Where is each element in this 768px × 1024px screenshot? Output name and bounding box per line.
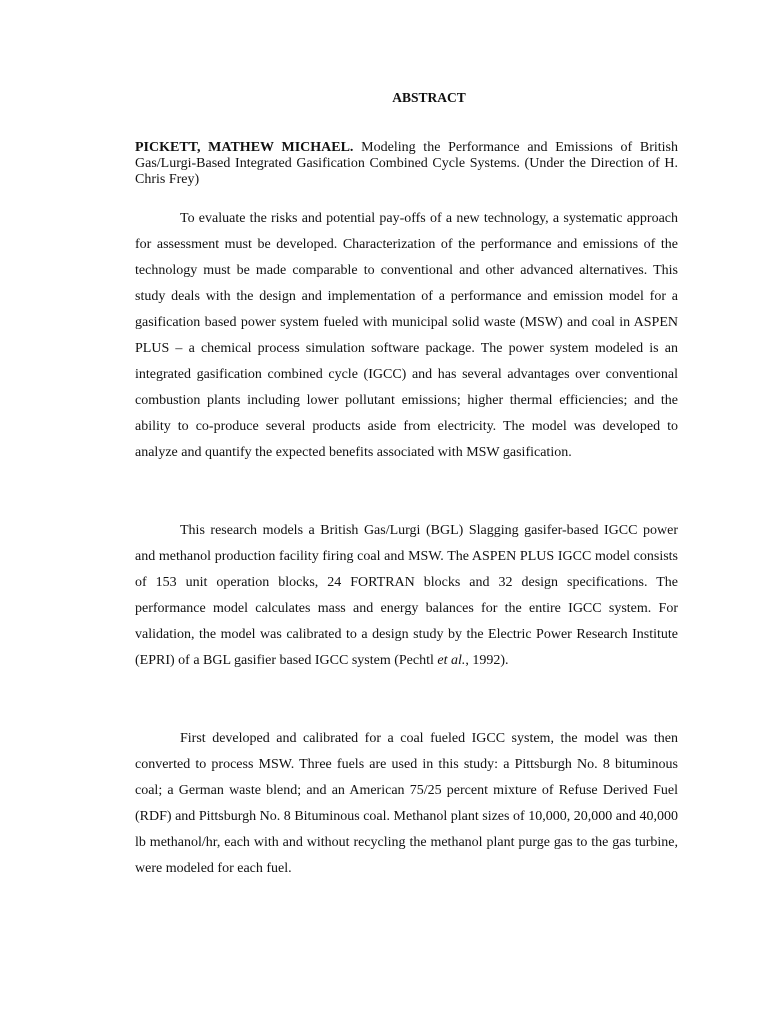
paragraph-3: [135, 726, 678, 882]
citation-block: [135, 140, 678, 188]
paragraph-2: [135, 518, 678, 674]
paragraph-2-text: This research models a British Gas/Lurgi (BGL) Slagging gasifer-based IGCC power and methanol production facility firing coal and MSW. The ASPEN PLUS IGCC model consists of 153 unit operation blocks, 24 FORTRAN blocks and 32 design specifications. The performance model calculates mass and energy balances for the entire IGCC system. For validation, the model was calibrated to a design study by the Electric Power Research Institute (EPRI) of a BGL gasifier based IGCC system (Pechtl: [135, 523, 678, 668]
et-al-italic: et al.: [437, 653, 466, 668]
thesis-title: Modeling the Performance and Emissions of British Gas/Lurgi-Based Integrated Gasification Combined Cycle Systems.: [135, 140, 679, 171]
paragraph-2-end: , 1992).: [465, 653, 509, 668]
abstract-heading: ABSTRACT: [392, 90, 466, 105]
paragraph-1: [135, 206, 678, 466]
thesis-direction: (Under the Direction of H. Chris Frey): [135, 156, 678, 187]
paragraph-1-text: To evaluate the risks and potential pay-offs of a new technology, a systematic approach for assessment must be developed. Characterization of the performance and emissions of the technology must be made comparable to conventional and other advanced alternatives. This study deals with the design and implementation of a performance and emission model for a gasification based power system fueled with municipal solid waste (MSW) and coal in ASPEN PLUS – a chemical process simulation software package. The power system modeled is an integrated gasification combined cycle (IGCC) and has several advantages over conventional combustion plants including lower pollutant emissions; higher thermal efficiencies; and the ability to co-produce several products aside from electricity. The model was developed to analyze and quantify the expected benefits associated with MSW gasification.: [135, 211, 678, 460]
author-name: PICKETT, MATHEW MICHAEL.: [135, 140, 354, 155]
paragraph-3-text: First developed and calibrated for a coal fueled IGCC system, the model was then converted to process MSW. Three fuels are used in this study: a Pittsburgh No. 8 bituminous coal; a German waste blend; and an American 75/25 percent mixture of Refuse Derived Fuel (RDF) and Pittsburgh No. 8 Bituminous coal. Methanol plant sizes of 10,000, 20,000 and 40,000 lb methanol/hr, each with and without recycling the methanol plant purge gas to the gas turbine, were modeled for each fuel.: [135, 731, 678, 876]
